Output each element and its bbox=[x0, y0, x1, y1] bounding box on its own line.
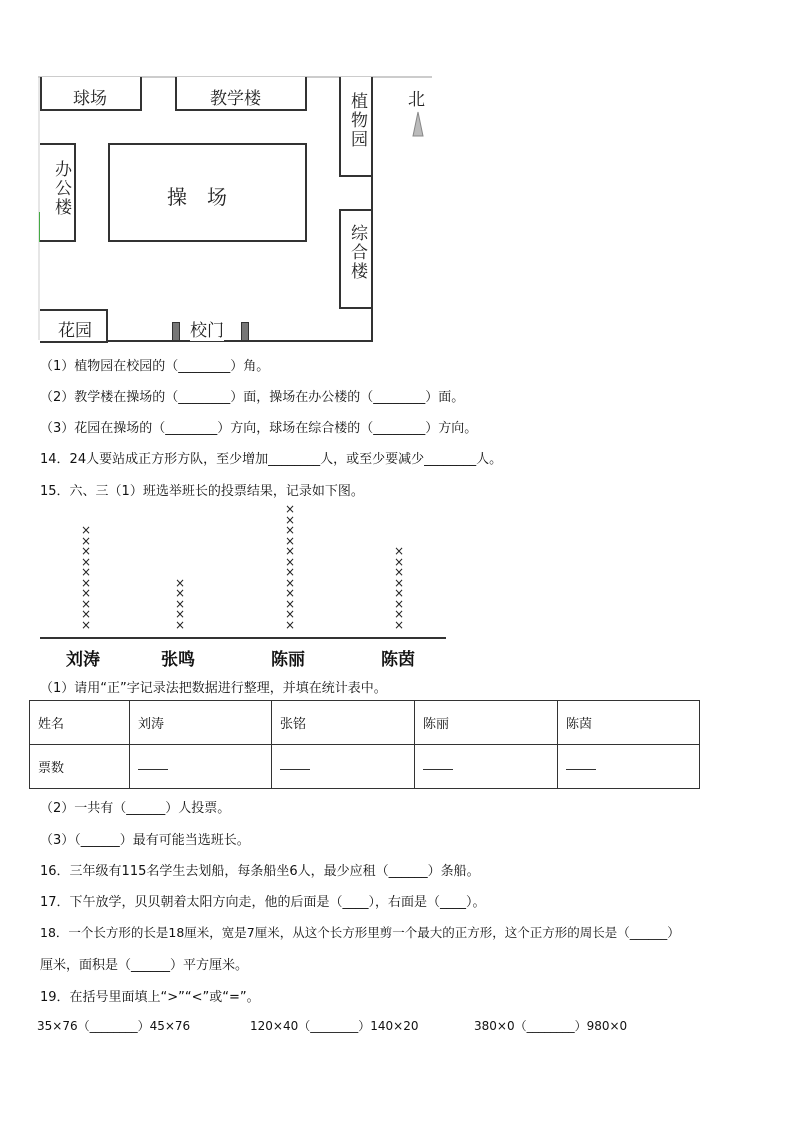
question-16: 16．三年级有115名学生去划船，每条船坐6人，最少应租（______）条船。 bbox=[40, 864, 480, 879]
tally-mark: × bbox=[284, 533, 296, 548]
tally-mark: × bbox=[174, 617, 186, 632]
tally-mark: × bbox=[393, 544, 405, 558]
flower-garden-label: 花园 bbox=[58, 321, 92, 341]
tally-column-3 bbox=[283, 504, 297, 630]
tally-mark: × bbox=[284, 607, 296, 621]
campus-map bbox=[0, 0, 794, 350]
ballfield-label: 球场 bbox=[73, 89, 107, 109]
school-gate-label: 校门 bbox=[190, 316, 224, 341]
tally-mark: × bbox=[284, 596, 296, 611]
tally-mark: × bbox=[174, 607, 186, 621]
answer-blank[interactable] bbox=[558, 745, 700, 789]
question-19-item-3: 380×0（________）980×0 bbox=[474, 1019, 628, 1033]
tally-mark: × bbox=[284, 502, 296, 516]
teaching-building-label: 教学楼 bbox=[210, 89, 261, 109]
question-19-item-1: 35×76（________）45×76 bbox=[37, 1019, 191, 1033]
tally-mark: × bbox=[393, 617, 405, 632]
question-17: 17．下午放学，贝贝朝着太阳方向走，他的后面是（____），右面是（____）。 bbox=[40, 895, 486, 910]
table-cell: 姓名 bbox=[30, 701, 130, 745]
tally-mark: × bbox=[284, 565, 296, 579]
tally-name-1: 刘涛 bbox=[66, 650, 100, 670]
tally-mark: × bbox=[80, 586, 92, 600]
tally-column-1 bbox=[79, 525, 93, 630]
tally-mark: × bbox=[393, 586, 405, 600]
tally-mark: × bbox=[284, 617, 296, 632]
tally-mark: × bbox=[80, 523, 92, 537]
tally-mark: × bbox=[393, 607, 405, 621]
office-building-label: 办公楼 bbox=[51, 160, 71, 217]
tally-mark: × bbox=[80, 554, 92, 569]
tally-mark: × bbox=[174, 575, 186, 590]
question-14: 14．24人要站成正方形方队，至少增加________人，或至少要减少________人。 bbox=[40, 452, 503, 467]
north-label: 北 bbox=[408, 90, 425, 110]
tally-mark: × bbox=[80, 575, 92, 590]
tally-mark: × bbox=[393, 575, 405, 590]
north-arrow-icon bbox=[413, 112, 423, 136]
tally-name-4: 陈茵 bbox=[381, 650, 415, 670]
question-15: 15．六、三（1）班选举班长的投票结果，记录如下图。 bbox=[40, 484, 364, 499]
table-cell: 陈茵 bbox=[558, 701, 700, 745]
table-cell: 张铭 bbox=[272, 701, 415, 745]
tally-mark: × bbox=[80, 565, 92, 579]
tally-mark: × bbox=[80, 544, 92, 558]
tally-mark: × bbox=[80, 596, 92, 611]
tally-mark: × bbox=[393, 565, 405, 579]
question-18b: 厘米，面积是（______）平方厘米。 bbox=[40, 958, 249, 973]
question-13-3: （3）花园在操场的（________）方向，球场在综合楼的（________）方向。 bbox=[40, 421, 478, 436]
tally-mark: × bbox=[393, 596, 405, 611]
tally-mark: × bbox=[80, 607, 92, 621]
tally-mark: × bbox=[284, 512, 296, 527]
tally-mark: × bbox=[284, 575, 296, 590]
tally-chart bbox=[0, 500, 794, 670]
answer-blank[interactable] bbox=[415, 745, 558, 789]
tally-mark: × bbox=[80, 617, 92, 632]
question-15-1: （1）请用“正”字记录法把数据进行整理，并填在统计表中。 bbox=[40, 681, 387, 696]
tally-mark: × bbox=[393, 554, 405, 569]
tally-name-2: 张鸣 bbox=[161, 650, 195, 670]
tally-mark: × bbox=[174, 586, 186, 600]
tally-name-3: 陈丽 bbox=[271, 650, 305, 670]
stats-table bbox=[29, 700, 700, 789]
question-18a: 18．一个长方形的长是18厘米，宽是7厘米，从这个长方形里剪一个最大的正方形，这个正方形的周长是（______） bbox=[40, 925, 680, 940]
table-cell: 刘涛 bbox=[130, 701, 272, 745]
complex-building-label: 综合楼 bbox=[347, 224, 367, 281]
gate-post-right bbox=[241, 322, 249, 341]
botanical-garden-label: 植物园 bbox=[347, 92, 367, 149]
question-15-2: （2）一共有（______）人投票。 bbox=[40, 801, 231, 816]
answer-blank[interactable] bbox=[272, 745, 415, 789]
tally-mark: × bbox=[284, 554, 296, 569]
question-15-3: （3）（______）最有可能当选班长。 bbox=[40, 833, 250, 848]
tally-mark: × bbox=[80, 533, 92, 548]
table-cell: 票数 bbox=[30, 745, 130, 789]
answer-blank[interactable] bbox=[130, 745, 272, 789]
tally-mark: × bbox=[174, 596, 186, 611]
question-13-1: （1）植物园在校园的（________）角。 bbox=[40, 359, 270, 374]
question-19: 19．在括号里面填上“>”“<”或“=”。 bbox=[40, 990, 260, 1005]
table-header-row bbox=[30, 701, 700, 745]
tally-mark: × bbox=[284, 544, 296, 558]
tally-baseline bbox=[40, 637, 446, 639]
tally-mark: × bbox=[284, 523, 296, 537]
table-row bbox=[30, 745, 700, 789]
table-cell: 陈丽 bbox=[415, 701, 558, 745]
tally-column-2 bbox=[173, 575, 187, 632]
gate-post-left bbox=[172, 322, 180, 341]
question-13-2: （2）教学楼在操场的（________）面，操场在办公楼的（________）面。 bbox=[40, 390, 465, 405]
playground-label: 操 场 bbox=[167, 185, 227, 209]
tally-mark: × bbox=[284, 586, 296, 600]
tally-column-4 bbox=[392, 546, 406, 630]
question-19-item-2: 120×40（________）140×20 bbox=[250, 1019, 419, 1033]
